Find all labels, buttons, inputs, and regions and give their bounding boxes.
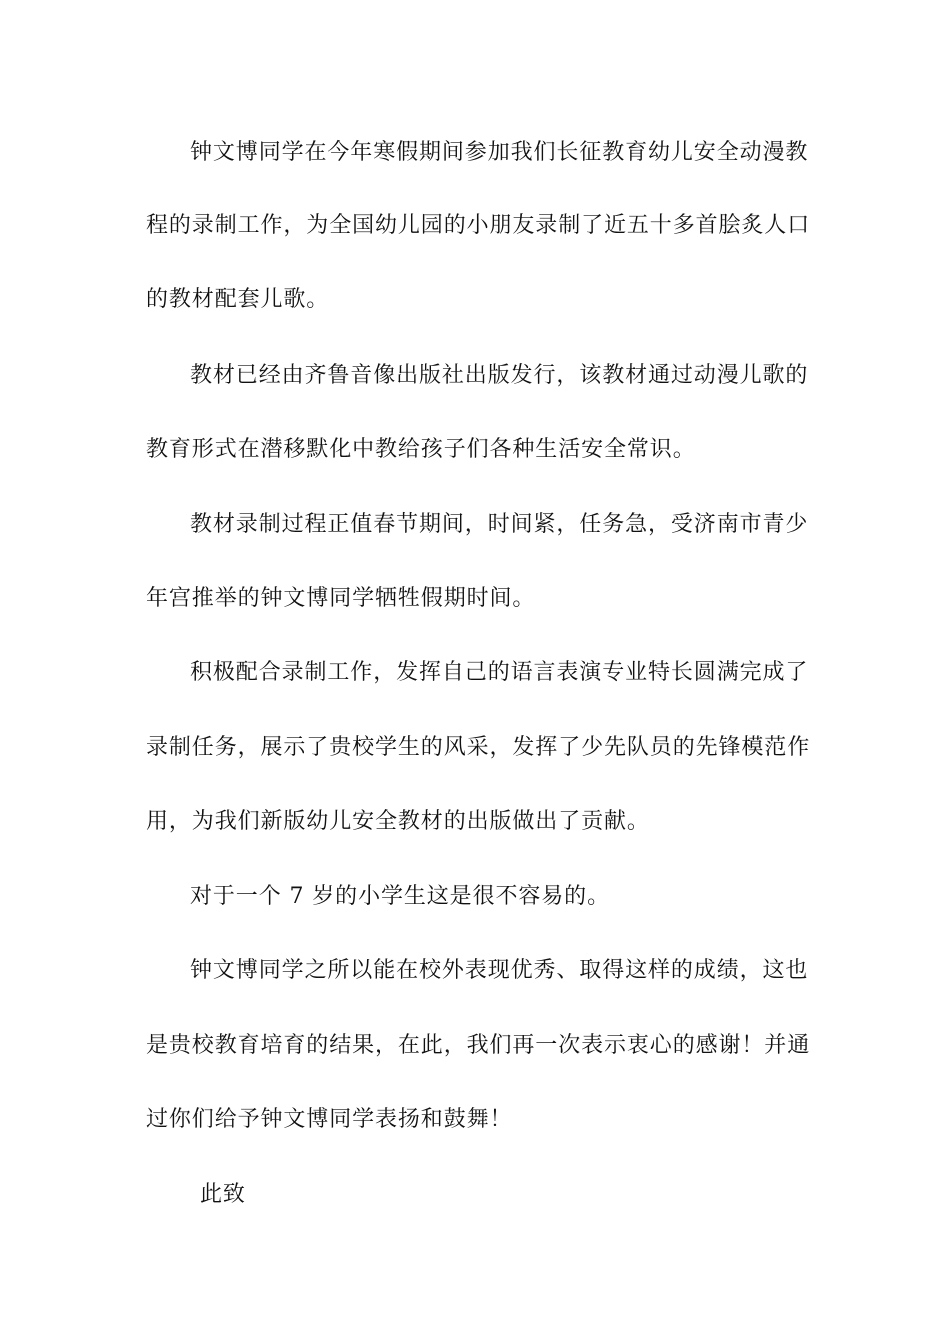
text-line: 是贵校教育培育的结果，在此，我们再一次表示衷心的感谢！并通 xyxy=(146,1033,811,1058)
text-line: 教材已经由齐鲁音像出版社出版发行，该教材通过动漫儿歌的 xyxy=(190,363,809,388)
text-line: 过你们给予钟文博同学表扬和鼓舞！ xyxy=(146,1107,513,1132)
text-line: 钟文博同学之所以能在校外表现优秀、取得这样的成绩，这也 xyxy=(190,958,809,983)
text-line: 用，为我们新版幼儿安全教材的出版做出了贡献。 xyxy=(146,809,650,834)
text-line: 积极配合录制工作，发挥自己的语言表演专业特长圆满完成了 xyxy=(190,660,809,685)
text-line: 教育形式在潜移默化中教给孩子们各种生活安全常识。 xyxy=(146,437,696,462)
text-line: 钟文博同学在今年寒假期间参加我们长征教育幼儿安全动漫教 xyxy=(190,140,809,165)
text-line: 程的录制工作，为全国幼儿园的小朋友录制了近五十多首脍炙人口 xyxy=(146,213,811,238)
text-line: 的教材配套儿歌。 xyxy=(146,287,330,312)
text-line: 年宫推举的钟文博同学牺牲假期时间。 xyxy=(146,586,536,611)
closing-salutation: 此致 xyxy=(200,1182,246,1207)
text-line: 教材录制过程正值春节期间，时间紧，任务急，受济南市青少 xyxy=(190,512,809,537)
text-line: 对于一个 7 岁的小学生这是很不容易的。 xyxy=(190,884,610,909)
text-line: 录制任务，展示了贵校学生的风采，发挥了少先队员的先锋模范作 xyxy=(146,735,811,760)
